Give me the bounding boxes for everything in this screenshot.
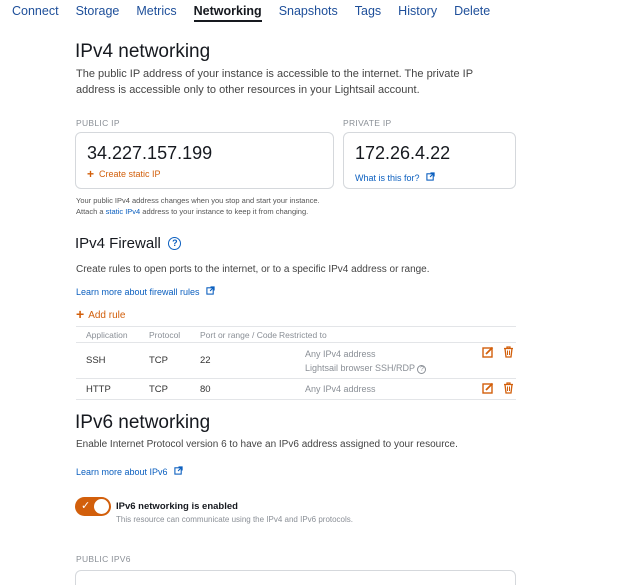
ipv6-learn-more-label: Learn more about IPv6	[76, 467, 168, 477]
table-row	[76, 379, 516, 400]
tab-connect[interactable]: Connect	[12, 4, 59, 18]
what-is-this-link[interactable]	[355, 168, 435, 186]
firewall-heading	[75, 235, 181, 253]
ipv6-toggle-label: IPv6 networking is enabled	[116, 501, 238, 512]
public-ip-label: PUBLIC IP	[76, 118, 120, 128]
note-text-pre: Attach a	[76, 207, 106, 216]
check-icon: ✓	[81, 500, 91, 512]
firewall-learn-more-link[interactable]	[76, 282, 215, 300]
col-protocol: Protocol	[149, 330, 181, 340]
public-ip-value: 34.227.157.199	[87, 143, 213, 163]
plus-icon: +	[87, 167, 95, 181]
public-ip-card	[75, 132, 334, 189]
rule-application: SSH	[86, 355, 106, 366]
firewall-description: Create rules to open ports to the internet, or to a specific IPv4 address or range.	[76, 264, 430, 275]
note-text-post: address to your instance to keep it from changing.	[140, 207, 309, 216]
public-ipv6-card	[75, 570, 516, 585]
add-rule-label: Add rule	[88, 310, 126, 321]
tab-networking[interactable]: Networking	[194, 0, 262, 22]
rule-restricted-extra	[305, 363, 426, 374]
ipv6-title: IPv6 networking	[75, 412, 211, 433]
rule-protocol: TCP	[149, 355, 168, 366]
what-is-this-label: What is this for?	[355, 173, 420, 183]
external-link-icon	[174, 466, 183, 475]
add-rule-button[interactable]	[76, 305, 125, 323]
ipv6-toggle[interactable]	[75, 497, 111, 516]
col-port: Port or range / Code	[200, 330, 278, 340]
external-link-icon	[206, 286, 215, 295]
public-ip-note-line2	[76, 206, 376, 217]
rule-restricted-extra-label: Lightsail browser SSH/RDP	[305, 363, 415, 373]
public-ip-note-line1: Your public IPv4 address changes when you stop and start your instance.	[76, 196, 320, 205]
plus-icon: +	[76, 306, 85, 322]
firewall-table-header	[76, 326, 516, 343]
external-link-icon	[426, 172, 435, 181]
rule-protocol: TCP	[149, 384, 168, 395]
ipv6-description: Enable Internet Protocol version 6 to have an IPv6 address assigned to your resource.	[76, 439, 458, 450]
edit-icon[interactable]	[482, 382, 494, 394]
col-application: Application	[86, 330, 128, 340]
create-static-ip-label: Create static IP	[99, 169, 161, 179]
private-ip-value: 172.26.4.22	[355, 143, 451, 163]
firewall-learn-more-label: Learn more about firewall rules	[76, 287, 200, 297]
table-row	[76, 343, 516, 379]
static-ipv4-link[interactable]: static IPv4	[105, 207, 141, 216]
tab-delete[interactable]: Delete	[454, 4, 491, 18]
col-restricted: Restricted to	[279, 330, 327, 340]
help-icon[interactable]: ?	[417, 365, 426, 374]
ipv4-description-line2: address is accessible only to other resources in your Lightsail account.	[76, 83, 420, 96]
public-ipv6-label: PUBLIC IPV6	[76, 554, 131, 564]
info-icon[interactable]: ?	[168, 237, 181, 250]
ipv4-description-line1: The public IP address of your instance is accessible to the internet. The private IP	[76, 68, 474, 80]
tab-storage[interactable]: Storage	[75, 4, 120, 18]
toggle-knob	[94, 499, 109, 514]
rule-port: 22	[200, 355, 211, 366]
delete-icon[interactable]	[503, 346, 514, 358]
ipv4-description	[76, 67, 516, 98]
ipv6-toggle-help: This resource can communicate using the IPv4 and IPv6 protocols.	[116, 515, 354, 524]
private-ip-card	[343, 132, 516, 189]
public-ip-note	[76, 195, 376, 217]
rule-restricted: Any IPv4 address	[305, 384, 376, 394]
firewall-table	[76, 326, 516, 400]
tab-tags[interactable]: Tags	[354, 4, 382, 18]
firewall-title: IPv4 Firewall	[75, 235, 161, 252]
edit-icon[interactable]	[482, 346, 494, 358]
tab-snapshots[interactable]: Snapshots	[278, 4, 338, 18]
ipv4-title: IPv4 networking	[75, 41, 211, 62]
rule-port: 80	[200, 384, 211, 395]
rule-restricted: Any IPv4 address	[305, 349, 376, 359]
tab-metrics[interactable]: Metrics	[136, 4, 177, 18]
delete-icon[interactable]	[503, 382, 514, 394]
private-ip-label: PRIVATE IP	[343, 118, 392, 128]
ipv6-learn-more-link[interactable]	[76, 462, 183, 480]
rule-application: HTTP	[86, 384, 111, 395]
tab-bar	[0, 0, 624, 22]
tab-history[interactable]: History	[398, 4, 438, 18]
create-static-ip-link[interactable]	[87, 167, 161, 181]
